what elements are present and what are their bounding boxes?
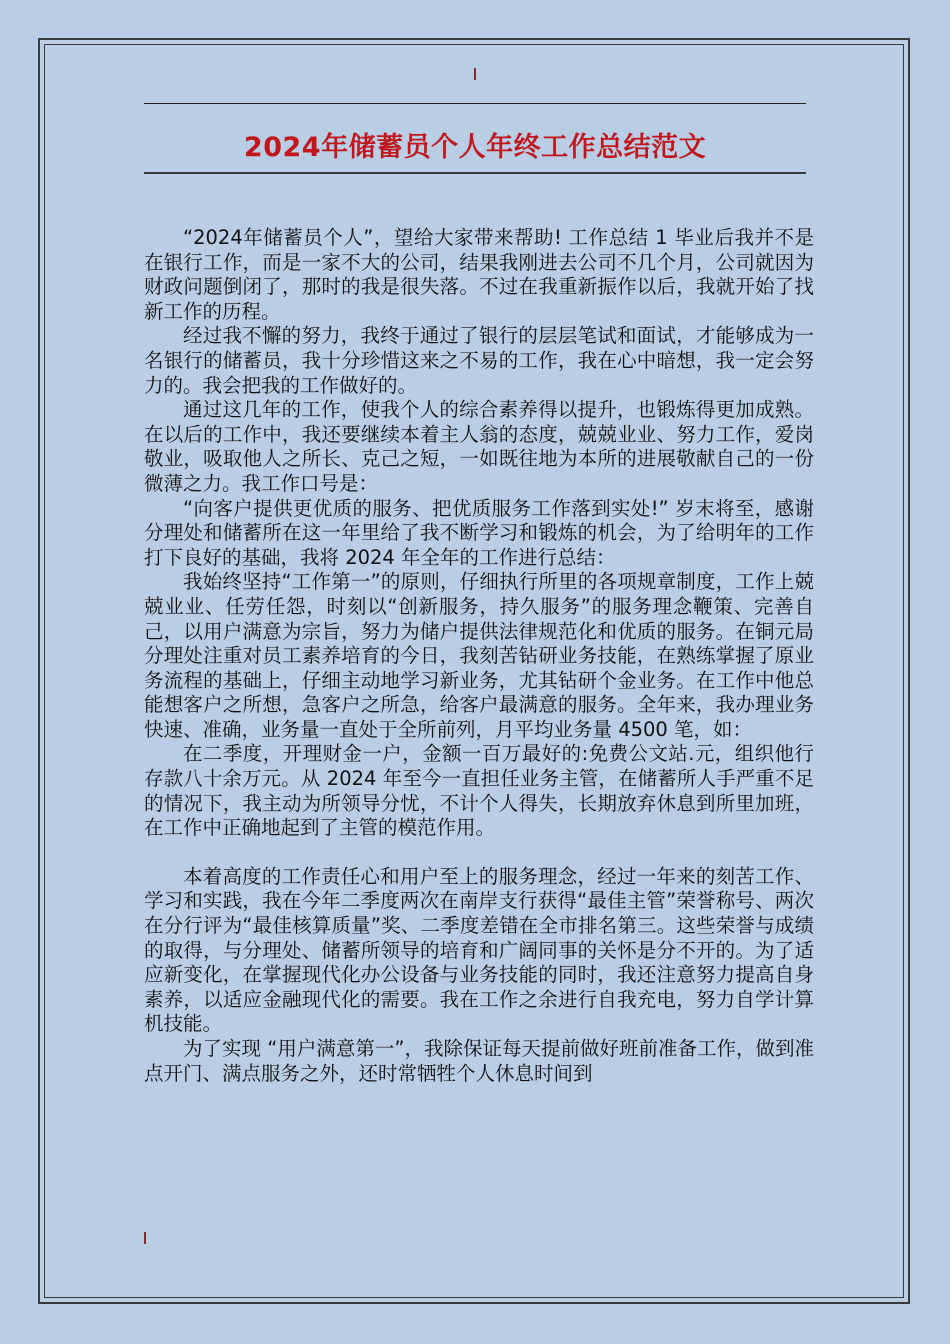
paragraph-3: 通过这几年的工作，使我个人的综合素养得以提升，也锻炼得更加成熟。在以后的工作中，我还要继续本着主人翁的态度，兢兢业业、努力工作，爱岗敬业，吸取他人之所长、克己之短，一如既往地为本所的进展敬献自己的一份微薄之力。我工作口号是： (144, 398, 814, 495)
document-body (144, 226, 814, 1086)
footer-mark (144, 1232, 146, 1244)
paragraph-5: 我始终坚持“工作第一”的原则，仔细执行所里的各项规章制度，工作上兢兢业业、任劳任怨，时刻以“创新服务，持久服务”的服务理念鞭策、完善自己，以用户满意为宗旨，努力为储户提供法律规范化和优质的服务。在铜元局分理处注重对员工素养培育的今日，我刻苦钻研业务技能，在熟练掌握了原业务流程的基础上，仔细主动地学习新业务，尤其钻研个金业务。在工作中他总能想客户之所想，急客户之所急，给客户最满意的服务。全年来，我办理业务快速、准确，业务量一直处于全所前列，月平均业务量 4500 笔，如： (144, 570, 814, 741)
header-rule (144, 103, 806, 104)
header-mark (474, 68, 476, 80)
paragraph-6: 在二季度，开理财金一户，金额一百万最好的:免费公文站.元，组织他行存款八十余万元。从 2024 年至今一直担任业务主管，在储蓄所人手严重不足的情况下，我主动为所领导分忧，不计个人得失，长期放弃休息到所里加班，在工作中正确地起到了主管的模范作用。 (144, 742, 814, 840)
title-underline (144, 172, 806, 174)
paragraph-8: 为了实现 “用户满意第一”，我除保证每天提前做好班前准备工作，做到准点开门、满点服务之外，还时常牺牲个人休息时间到 (144, 1037, 814, 1085)
paragraph-4: “向客户提供更优质的服务、把优质服务工作落到实处!” 岁末将至，感谢分理处和储蓄所在这一年里给了我不断学习和锻炼的机会，为了给明年的工作打下良好的基础，我将 2024 年全年的工作进行总结： (144, 496, 814, 569)
paragraph-1: “2024年储蓄员个人”，望给大家带来帮助! 工作总结 1 毕业后我并不是在银行工作，而是一家不大的公司，结果我刚进去公司不几个月，公司就因为财政问题倒闭了，那时的我是很失落。不过在我重新振作以后，我就开始了找新工作的历程。 (144, 226, 814, 323)
paragraph-7: 本着高度的工作责任心和用户至上的服务理念，经过一年来的刻苦工作、学习和实践，我在今年二季度两次在南岸支行获得“最佳主管”荣誉称号、两次在分行评为“最佳核算质量”奖、二季度差错在全市排名第三。这些荣誉与成绩的取得，与分理处、储蓄所领导的培育和广阔同事的关怀是分不开的。为了适应新变化，在掌握现代化办公设备与业务技能的同时，我还注意努力提高自身素养，以适应金融现代化的需要。我在工作之余进行自我充电，努力自学计算机技能。 (144, 864, 814, 1036)
document-title: 2024年储蓄员个人年终工作总结范文 (243, 132, 707, 163)
paragraph-2: 经过我不懈的努力，我终于通过了银行的层层笔试和面试，才能够成为一名银行的储蓄员，我十分珍惜这来之不易的工作，我在心中暗想，我一定会努力的。我会把我的工作做好的。 (144, 324, 814, 397)
